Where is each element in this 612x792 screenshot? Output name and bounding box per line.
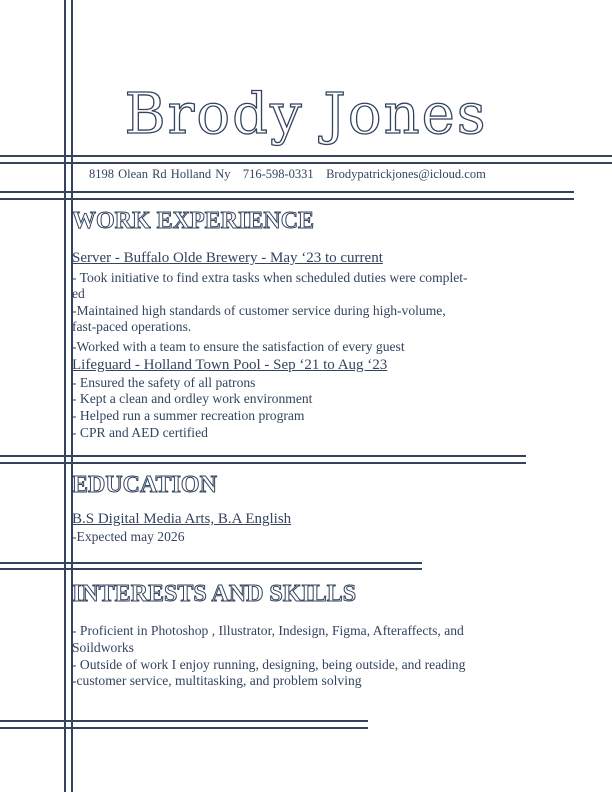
skill-line: - Outside of work I enjoy running, designing, being outside, and reading [72, 657, 466, 672]
job-bullet: - Helped run a summer recreation program [72, 408, 305, 423]
degree: B.S Digital Media Arts, B.A English [72, 511, 292, 527]
horizontal-rule [0, 162, 612, 164]
name-title: Brody Jones [124, 82, 488, 147]
job-bullet: - Kept a clean and ordley work environment [72, 391, 313, 406]
job-bullet: -Worked with a team to ensure the satisfaction of every guest [72, 339, 405, 354]
work-heading: WORK EXPERIENCE [72, 208, 315, 234]
email: Brodypatrickjones@icloud.com [326, 167, 486, 181]
horizontal-rule [0, 562, 422, 564]
horizontal-rule [0, 727, 368, 729]
job-bullet: - CPR and AED certified [72, 425, 208, 440]
horizontal-rule [0, 462, 526, 464]
horizontal-rule [0, 455, 526, 457]
skill-line: Soildworks [72, 640, 134, 655]
education-heading: EDUCATION [72, 472, 217, 498]
job-title: Lifeguard - Holland Town Pool - Sep ‘21 to Aug ‘23 [72, 357, 388, 373]
job-bullet: - Took initiative to find extra tasks when scheduled duties were complet- [72, 270, 468, 285]
job-bullet: -Maintained high standards of customer service during high-volume, [72, 303, 446, 318]
horizontal-rule [0, 155, 612, 157]
skill-line: - Proficient in Photoshop , Illustrator, Indesign, Figma, Afteraffects, and [72, 623, 464, 638]
job-bullet: - Ensured the safety of all patrons [72, 375, 256, 390]
horizontal-rule [0, 191, 574, 193]
address: 8198 Olean Rd Holland Ny [89, 167, 231, 181]
education-note: -Expected may 2026 [72, 529, 185, 544]
job-bullet: fast-paced operations. [72, 319, 192, 334]
job-bullet: ed [72, 286, 85, 301]
phone: 716-598-0331 [242, 167, 314, 181]
job-title: Server - Buffalo Olde Brewery - May ‘23 to current [72, 250, 383, 266]
horizontal-rule [0, 568, 422, 570]
contact-line [89, 167, 486, 182]
horizontal-rule [0, 720, 368, 722]
skills-heading: INTERESTS AND SKILLS [72, 581, 357, 607]
skill-line: -customer service, multitasking, and problem solving [72, 673, 362, 688]
horizontal-rule [0, 198, 574, 200]
